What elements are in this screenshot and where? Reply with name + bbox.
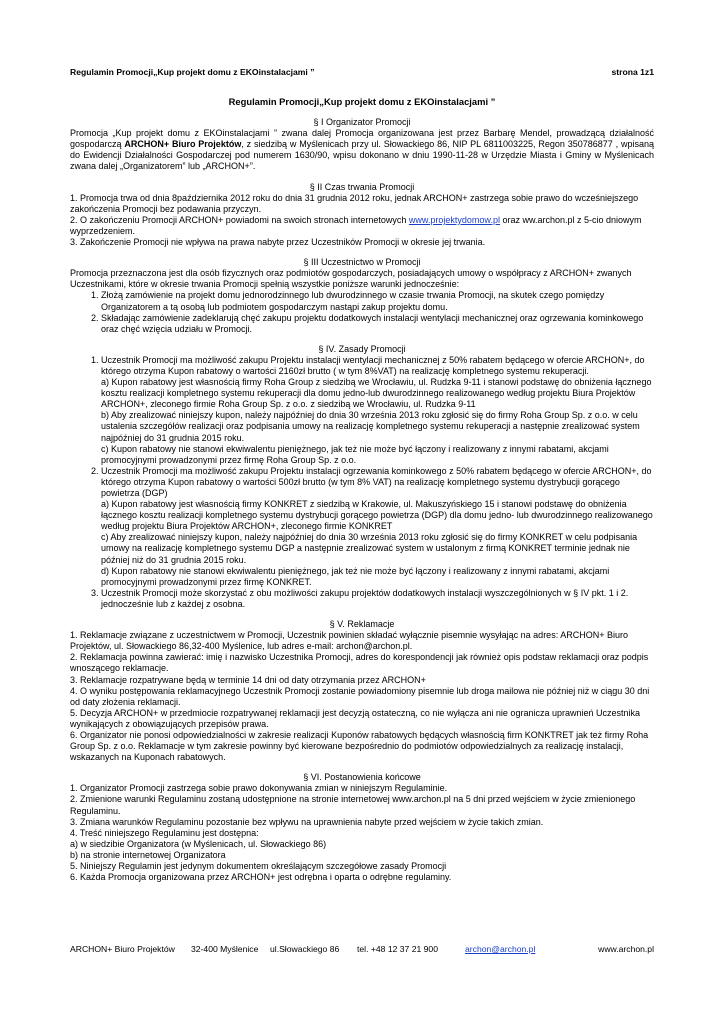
paragraph: 4. O wyniku postępowania reklamacyjnego Uczestnik Promocji zostanie powiadomiony pisemnie lub droga mailowa nie później niż w ciągu 30 dni od daty złożenia reklamacji. [70, 685, 650, 707]
paragraph [70, 215, 654, 237]
footer-web: www.archon.pl [598, 944, 654, 954]
paragraph: 1. Organizator Promocji zastrzega sobie prawo dokonywania zmian w niniejszym Regulaminie. [70, 783, 448, 794]
section-title: § I Organizator Promocji [313, 117, 411, 128]
section-title: § IV. Zasady Promocji [318, 343, 406, 354]
item-text: Uczestnik Promocji ma możliwość zakupu Projektu instalacji ogrzewania kominkowego z 50% rabatem będącego w ofercie ARCHON+, do którego otrzyma Kupon rabatowy o wartości 500zł brutto (w tym 8% VAT) na realizację kompletnego systemu dystrybucji gorącego powietrza (DGP) [101, 465, 652, 498]
sub-item: d) Kupon rabatowy nie stanowi ekwiwalentu pieniężnego, jak też nie może być łączony i realizowany z innymi rabatami, akcjami promocyjnymi prowadzonymi przez firmę KONKRET. [101, 565, 610, 587]
sub-item: c) Aby zrealizować niniejszy kupon, należy najpóźniej do dnia 30 września 2013 roku zgłosić się do firmy KONKRET w celu podpisania umowy na realizację kompletnego systemu DGP a następnie zrealizować system w ustalonym z firmą KONKRET terminie jednak nie później niż do 31 grudnia 2015 roku. [101, 532, 638, 565]
paragraph: 2. Reklamacja powinna zawierać: imię i nazwisko Uczestnika Promocji, adres do korespondencji jak również opis podstaw reklamacji oraz podpis wnoszącego reklamacje. [70, 652, 649, 674]
section-title: § VI. Postanowienia końcowe [303, 772, 421, 783]
item-text: Składając zamówienie zadeklarują chęć zakupu projektu dodatkowych instalacji wentylacji mechanicznej oraz ogrzewania kominkowego oraz chęć wzięcia udziału w Promocji. [101, 312, 644, 334]
item-text: Złożą zamówienie na projekt domu jednorodzinnego lub dwurodzinnego w czasie trwania Promocji, na skutek czego pomiędzy Organizatorem a tą osobą lub podmiotem gospodarczym nastąpi zakup projektu domu. [101, 290, 605, 312]
paragraph: b) na stronie internetowej Organizatora [70, 849, 226, 860]
paragraph: 2. Zmienione warunki Regulaminu zostaną udostępnione na stronie internetowej www.archon.pl na 5 dni przed wejściem w życie zmienionego Regulaminu. [70, 794, 636, 816]
list-item [70, 588, 654, 610]
section-title: § II Czas trwania Promocji [309, 181, 415, 192]
section-duration [70, 182, 654, 249]
item-number: 1. [91, 290, 99, 301]
document-title: Regulamin Promocji„Kup projekt domu z EKOinstalacjami ” [228, 96, 496, 107]
sub-item: a) Kupon rabatowy jest własnością firmy Roha Group z siedzibą we Wrocławiu, ul. Rudzka 9-11 i stanowi podstawę do obniżenia łącznego kosztu realizacji kompletnego systemu rekuperacji dla domu jedno-lub dwurodzinnego realizowanego według projektu Biura Projektów ARCHON+, zleconego firmie Roha Group Sp. z o.o. z siedzibą we Wrocławiu, ul. Rudzka 9-11 [101, 377, 652, 410]
list-item [70, 466, 654, 588]
paragraph: 6. Każda Promocja organizowana przez ARCHON+ jest odrębna i oparta o odrębne regulaminy. [70, 872, 452, 883]
paragraph: 5. Decyzja ARCHON+ w przedmiocie rozpatrywanej reklamacji jest decyzją ostateczną, co nie wyłącza ani nie ogranicza uprawnień Uczestnika wynikających z obowiązujących przepisów prawa. [70, 707, 641, 729]
paragraph: a) w siedzibie Organizatora (w Myślenicach, ul. Słowackiego 86) [70, 838, 327, 849]
paragraph: Promocja przeznaczona jest dla osób fizycznych oraz podmiotów gospodarczych, posiadających umowy o współpracy z ARCHON+ zwanych Uczestnikami, które w okresie trwania Promocji spełnią wszystkie poniższe warunki jednocześnie: [70, 268, 632, 290]
footer-street: ul.Słowackiego 86 [270, 944, 340, 954]
paragraph: 3. Reklamacje rozpatrywane będą w terminie 14 dni od daty otrzymania przez ARCHON+ [70, 674, 426, 685]
sub-item: c) Kupon rabatowy nie stanowi ekwiwalentu pieniężnego, jak też nie może być łączony i realizowany z innymi rabatami, akcjami promocyjnymi prowadzonymi przez firmę Roha Group Sp. z o.o. [101, 443, 609, 465]
footer-phone: tel. +48 12 37 21 900 [357, 944, 438, 954]
item-number: 2. [91, 465, 99, 476]
document-body [70, 96, 654, 883]
paragraph: 1. Promocja trwa od dnia 8października 2012 roku do dnia 31 grudnia 2012 roku, jednak ARCHON+ zastrzega sobie prawo do wcześniejszego zakończenia Promocji bez podawania przyczyn. [70, 192, 639, 214]
section-final [70, 772, 654, 883]
conditions-list [70, 290, 654, 334]
text-fragment: Promocja „Kup projekt domu z EKOinstalacjami ” zwana dalej Promocja organizowana jest przez Barbarę Mendel, prowadzącą działalność gospodarczą [70, 128, 654, 150]
sub-item: a) Kupon rabatowy jest własnością firmy KONKRET z siedzibą w Krakowie, ul. Makuszyńskiego 15 i stanowi podstawę do obniżenia łącznego kosztu realizacji kompletnego systemu dystrybucji gorącego powietrza (DGP) dla domu jedno- lub dwurodzinnego realizowanego według projektu Biura Projektów ARCHON+, zleconego firmie KONKRET [101, 499, 653, 532]
website-link[interactable]: www.projektydomow.pl [408, 214, 500, 225]
section-organizer [70, 117, 654, 172]
list-item [70, 313, 654, 335]
item-number: 3. [91, 587, 99, 598]
paragraph: 6. Organizator nie ponosi odpowiedzialności w zakresie realizacji Kuponów rabatowych będących własnością firm KONKTRET jak też firmy Roha Group Sp. z o.o. Reklamacje w tym zakresie powinny być kierowane bezpośrednio do podmiotów odpowiedzialnych za realizację instalacji, wskazanych na Kuponach rabatowych. [70, 729, 649, 763]
item-number: 1. [91, 354, 99, 365]
header-title: Regulamin Promocji„Kup projekt domu z EKOinstalacjami ” [70, 67, 315, 77]
item-number: 2. [91, 312, 99, 323]
text-fragment: 2. O zakończeniu Promocji ARCHON+ powiadomi na swoich stronach internetowych [70, 214, 409, 225]
list-item [70, 290, 654, 312]
footer-company: ARCHON+ Biuro Projektów [70, 944, 175, 954]
section-complaints [70, 619, 654, 763]
paragraph: 3. Zakończenie Promocji nie wpływa na prawa nabyte przez Uczestników Promocji w okresie jej trwania. [70, 237, 486, 248]
text-fragment: oraz ww.archon.pl z 5-cio dniowym wyprzedzeniem. [70, 214, 642, 236]
paragraph: 3. Zmiana warunków Regulaminu pozostanie bez wpływu na uprawnienia nabyte przed wejściem w życie takich zmian. [70, 816, 544, 827]
section-title: § III Uczestnictwo w Promocji [303, 257, 421, 268]
rules-list [70, 355, 654, 610]
page-header [70, 67, 654, 79]
sub-item: b) Aby zrealizować niniejszy kupon, należy najpóźniej do dnia 30 września 2013 roku zgłosić się do firmy Roha Group Sp. z o.o. w celu ustalenia szczegółów realizacji oraz podpisania umowy na realizację kompletnego systemu rekuperacji a następnie zrealizować system najpóźniej do 31 grudnia 2015 roku. [101, 410, 640, 443]
item-text: Uczestnik Promocji może skorzystać z obu możliwości zakupu projektów dodatkowych instalacji wyszczególnionych w § IV pkt. 1 i 2. jednocześnie lub z każdej z osobna. [101, 587, 629, 609]
page-number: strona 1z1 [611, 67, 654, 77]
paragraph: 4. Treść niniejszego Regulaminu jest dostępna: [70, 827, 259, 838]
footer-city: 32-400 Myślenice [191, 944, 259, 954]
section-rules [70, 344, 654, 610]
section-title: § V. Reklamacje [329, 619, 395, 630]
company-name: ARCHON+ Biuro Projektów [124, 139, 242, 150]
text-fragment: , z siedzibą w Myślenicach przy ul. Słowackiego 86, NIP PL 6811003225, Regon 350786877 , wpisaną do Ewidencji Działalności Gospodarczej pod numerem 1630/90, wpisu dokonano w dniu 1990-11-28 w Urzędzie Miasta i Gminy w Myślenicach zwana dalej „Organizatorem” lub „ARCHON+”. [70, 139, 654, 172]
section-participation [70, 257, 654, 335]
paragraph: 5. Niniejszy Regulamin jest jedynym dokumentem określającym szczegółowe zasady Promocji [70, 861, 447, 871]
organizer-paragraph [70, 128, 654, 172]
page-footer [70, 944, 654, 956]
item-text: Uczestnik Promocji ma możliwość zakupu Projektu instalacji wentylacji mechanicznej z 50% rabatem będącego w ofercie ARCHON+, do którego otrzyma Kupon rabatowy o wartości 2160zł brutto ( w tym 8%VAT) na realizację kompletnego systemu rekuperacji. [101, 354, 645, 376]
paragraph: 1. Reklamacje związane z uczestnictwem w Promocji, Uczestnik powinien składać wyłącznie pisemnie wysyłając na adres: ARCHON+ Biuro Projektów, ul. Słowackiego 86,32-400 Myślenice, lub adres e-mail: archon@archon.pl. [70, 630, 628, 652]
list-item [70, 355, 654, 466]
footer-email-link[interactable]: archon@archon.pl [465, 944, 536, 954]
